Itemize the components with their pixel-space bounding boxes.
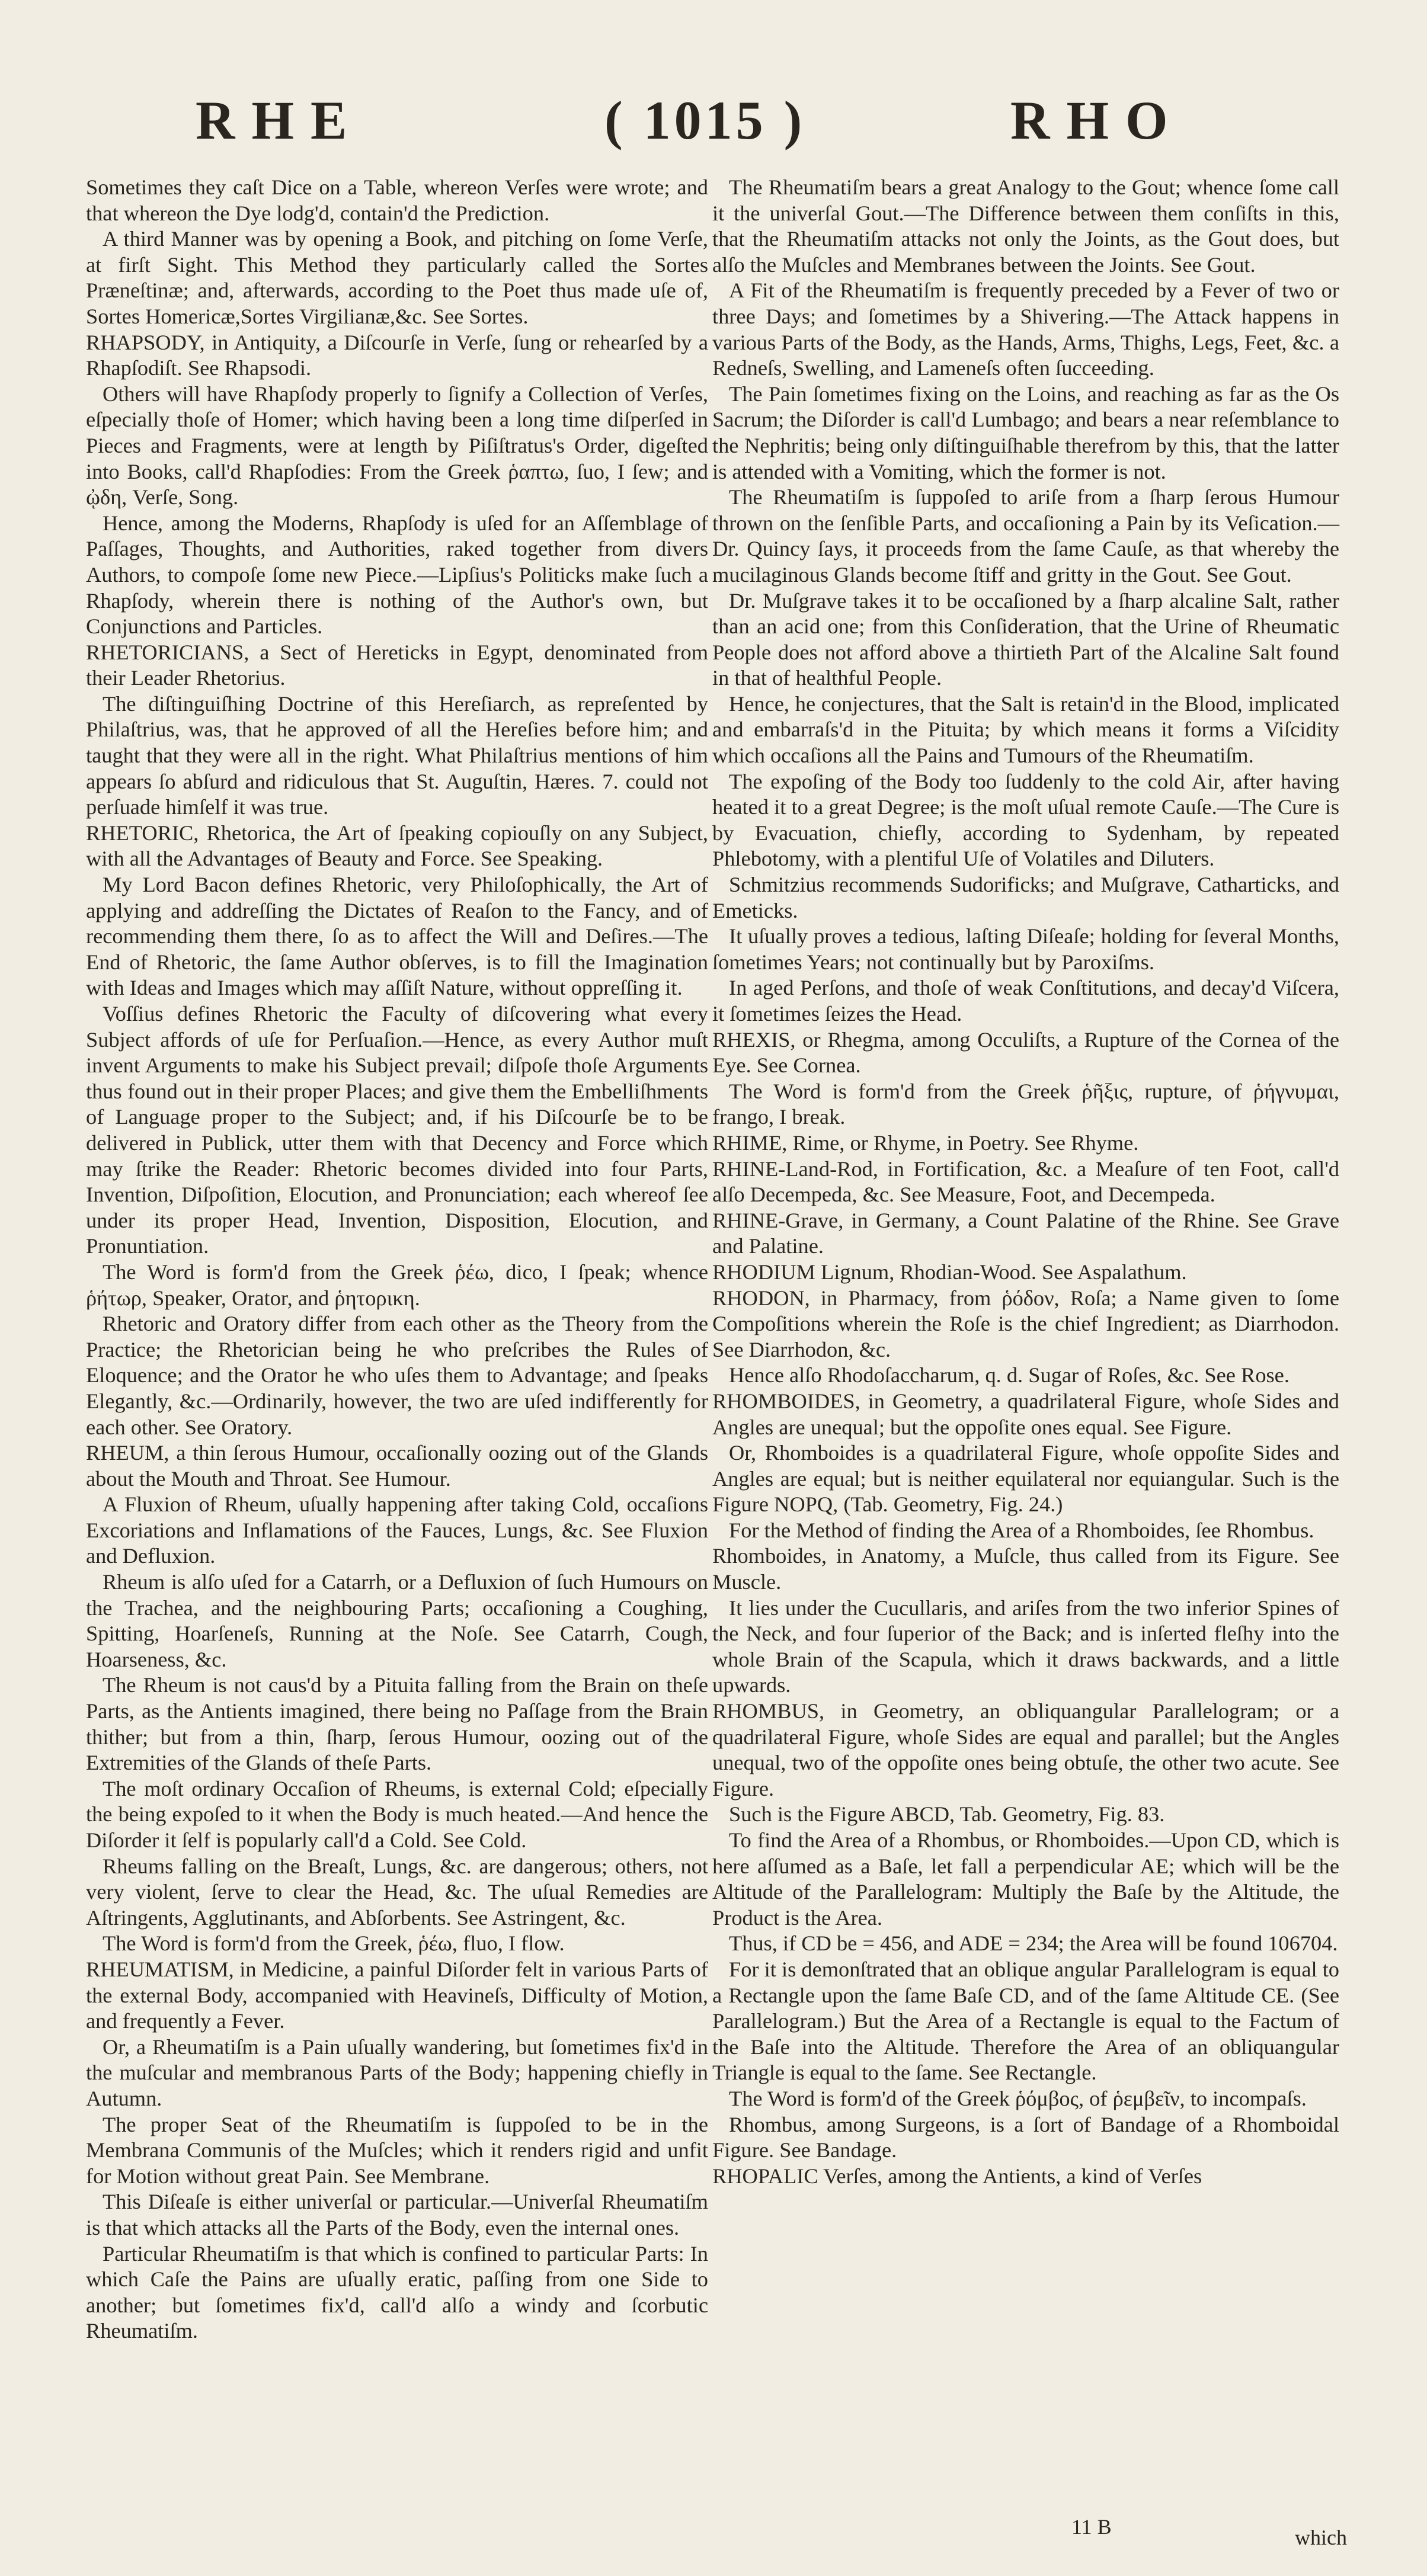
paragraph: The proper Seat of the Rheumatiſm is ſuppoſed to be in the Membrana Communis of the Muſcles; which it renders rigid and unfit for Motion without great Pain. See Membrane. xyxy=(86,2112,708,2188)
running-head-left: RHE xyxy=(196,90,364,150)
paragraph: The Word is form'd from the Greek ῥέω, dico, I ſpeak; whence ῥήτωρ, Speaker, Orator, and ῥητορικη. xyxy=(86,1260,708,1310)
paragraph: A Fit of the Rheumatiſm is frequently preceded by a Fever of two or three Days; and ſometimes by a Shivering.—The Attack happens in various Parts of the Body, as the Hands, Arms, Thighs, Legs, Feet, &c. a Redneſs, Swelling, and Lameneſs often ſucceeding. xyxy=(712,278,1339,380)
paragraph: It uſually proves a tedious, laſting Diſeaſe; holding for ſeveral Months, ſometimes Years; not continually but by Paroxiſms. xyxy=(712,924,1339,974)
paragraph: Thus, if CD be = 456, and ADE = 234; the Area will be found 106704. xyxy=(729,1931,1338,1956)
paragraph: Such is the Figure ABCD, Tab. Geometry, Fig. 83. xyxy=(729,1802,1165,1827)
entry-rhime: RHIME, Rime, or Rhyme, in Poetry. See Rhyme. xyxy=(712,1130,1139,1155)
paragraph: The Rheumatiſm is ſuppoſed to ariſe from a ſharp ſerous Humour thrown on the ſenſible Parts, and occaſioning a Pain by its Veſication.—Dr. Quincy ſays, it proceeds from the ſame Cauſe, as that whereby the mucilaginous Glands become ſtiff and gritty in the Gout. See Gout. xyxy=(712,485,1339,587)
paragraph: The moſt ordinary Occaſion of Rheums, is external Cold; eſpecially the being expoſed to it when the Body is much heated.—And hence the Diſorder it ſelf is popularly call'd a Cold. See Cold. xyxy=(86,1776,708,1852)
paragraph: To find the Area of a Rhombus, or Rhomboides.—Upon CD, which is here aſſumed as a Baſe, let fall a perpendicular AE; which will be the Altitude of the Parallelogram: Multiply the Baſe by the Altitude, the Product is the Area. xyxy=(712,1828,1339,1930)
paragraph: For it is demonſtrated that an oblique angular Parallelogram is equal to a Rectangle upon the ſame Baſe CD, and of the ſame Altitude CE. (See Parallelogram.) But the Area of a Rectangle is equal to the Factum of the Baſe into the Altitude. Therefore the Area of an obliquangular Triangle is equal to the ſame. See Rectangle. xyxy=(712,1957,1339,2085)
paragraph: Or, a Rheumatiſm is a Pain uſually wandering, but ſometimes fix'd in the muſcular and membranous Parts of the Body; happening chiefly in Autumn. xyxy=(86,2034,708,2110)
paragraph: Hence, among the Moderns, Rhapſody is uſed for an Aſſemblage of Paſſages, Thoughts, and Authorities, raked together from divers Authors, to compoſe ſome new Piece.—Lipſius's Politicks make ſuch a Rhapſody, wherein there is nothing of the Author's own, but Conjunctions and Particles. xyxy=(86,511,708,639)
paragraph: The Rheumatiſm bears a great Analogy to the Gout; whence ſome call it the univerſal Gout.—The Difference between them conſiſts in this, that the Rheumatiſm attacks not only the Joints, as the Gout does, but alſo the Muſcles and Membranes between the Joints. See Gout. xyxy=(712,175,1339,277)
paragraph: Voſſius defines Rhetoric the Faculty of diſcovering what every Subject affords of uſe for Perſuaſion.—Hence, as every Author muſt invent Arguments to make his Subject prevail; diſpoſe thoſe Arguments thus found out in their proper Places; and give them the Embelliſhments of Language proper to the Subject; and, if his Diſcourſe be to be delivered in Publick, utter them with that Decency and Force which may ſtrike the Reader: Rhetoric becomes divided into four Parts, Invention, Diſpoſition, Elocution, and Pronunciation; each whereof ſee under its proper Head, Invention, Disposition, Elocution, and Pronuntiation. xyxy=(86,1002,708,1258)
entry-rhexis: RHEXIS, or Rhegma, among Occuliſts, a Rupture of the Cornea of the Eye. See Cornea. xyxy=(712,1027,1339,1078)
paragraph: For the Method of finding the Area of a Rhomboides, ſee Rhombus. xyxy=(729,1518,1314,1542)
entry-rheum: RHEUM, a thin ſerous Humour, occaſionally oozing out of the Glands about the Mouth and Throat. See Humour. xyxy=(86,1441,708,1491)
entry-rhine-land-rod: RHINE-Land-Rod, in Fortification, &c. a Meaſure of ten Foot, call'd alſo Decempeda, &c. See Measure, Foot, and Decempeda. xyxy=(712,1156,1339,1207)
left-column xyxy=(86,175,708,2344)
paragraph: The Pain ſometimes fixing on the Loins, and reaching as far as the Os Sacrum; the Diſorder is call'd Lumbago; and bears a near reſemblance to the Nephritis; being only diſtinguiſhable therefrom by this, that the latter is attended with a Vomiting, which the former is not. xyxy=(712,382,1339,483)
paragraph: Or, Rhomboides is a quadrilateral Figure, whoſe oppoſite Sides and Angles are equal; but is neither equilateral nor equiangular. Such is the Figure NOPQ, (Tab. Geometry, Fig. 24.) xyxy=(712,1441,1339,1517)
paragraph: My Lord Bacon defines Rhetoric, very Philoſophically, the Art of applying and addreſſing the Dictates of Reaſon to the Fancy, and of recommending them there, ſo as to affect the Will and Deſires.—The End of Rhetoric, the ſame Author obſerves, is to fill the Imagination with Ideas and Images which may aſſiſt Nature, without oppreſſing it. xyxy=(86,873,708,1000)
paragraph: Rheum is alſo uſed for a Catarrh, or a Defluxion of ſuch Humours on the Trachea, and the neighbouring Parts; occaſioning a Coughing, Spitting, Hoarſeneſs, Running at the Noſe. See Catarrh, Cough, Hoarseness, &c. xyxy=(86,1570,708,1671)
paragraph: Particular Rheumatiſm is that which is confined to particular Parts: In which Caſe the Pains are uſually eratic, paſſing from one Side to another; but ſometimes fix'd, call'd alſo a windy and ſcorbutic Rheumatiſm. xyxy=(86,2241,708,2343)
paragraph: The Word is form'd from the Greek, ῥέω, fluo, I flow. xyxy=(103,1931,565,1956)
paragraph: In aged Perſons, and thoſe of weak Conſtitutions, and decay'd Viſcera, it ſometimes ſeizes the Head. xyxy=(712,976,1339,1026)
page-number: ( 1015 ) xyxy=(604,90,806,150)
paragraph: Sometimes they caſt Dice on a Table, whereon Verſes were wrote; and that whereon the Dye lodg'd, contain'd the Prediction. xyxy=(86,175,708,225)
entry-rhomboides-anatomy: Rhomboides, in Anatomy, a Muſcle, thus called from its Figure. See Muscle. xyxy=(712,1544,1339,1594)
running-head-right: RHO xyxy=(1010,90,1185,150)
entry-rhapsody: RHAPSODY, in Antiquity, a Diſcourſe in Verſe, ſung or rehearſed by a Rhapſodiſt. See Rhapsodi. xyxy=(86,330,708,380)
paragraph: This Diſeaſe is either univerſal or particular.—Univerſal Rheumatiſm is that which attacks all the Parts of the Body, even the internal ones. xyxy=(86,2190,708,2239)
entry-rhodon: RHODON, in Pharmacy, from ῥόδον, Roſa; a Name given to ſome Compoſitions wherein the Roſe is the chief Ingredient; as Diarrhodon. See Diarrhodon, &c. xyxy=(712,1286,1339,1361)
paragraph: Rhombus, among Surgeons, is a ſort of Bandage of a Rhomboidal Figure. See Bandage. xyxy=(712,2112,1339,2162)
entry-rheumatism: RHEUMATISM, in Medicine, a painful Diſorder felt in various Parts of the external Body, accompanied with Heavineſs, Difficulty of Motion, and frequently a Fever. xyxy=(86,1957,708,2033)
paragraph: Hence alſo Rhodoſaccharum, q. d. Sugar of Roſes, &c. See Rose. xyxy=(729,1363,1290,1388)
right-column xyxy=(712,175,1339,2189)
paragraph: Dr. Muſgrave takes it to be occaſioned by a ſharp alcaline Salt, rather than an acid one; from this Conſideration, that the Urine of Rheumatic People does not afford above a thirtieth Part of the Alcaline Salt found in that of healthful People. xyxy=(712,588,1339,690)
paragraph: Rheums falling on the Breaſt, Lungs, &c. are dangerous; others, not very violent, ſerve to clear the Head, &c. The uſual Remedies are Aſtringents, Agglutinants, and Abſorbents. See Astringent, &c. xyxy=(86,1854,708,1930)
entry-rhine-grave: RHINE-Grave, in Germany, a Count Palatine of the Rhine. See Grave and Palatine. xyxy=(712,1208,1339,1258)
paragraph: The Word is form'd from the Greek ῥῆξις, rupture, of ῥήγνυμαι, frango, I break. xyxy=(712,1079,1339,1129)
entry-rhombus: RHOMBUS, in Geometry, an obliquangular Parallelogram; or a quadrilateral Figure, whoſe Sides are equal and parallel; but the Angles unequal, two of the oppoſite ones being obtuſe, the other two acute. See Figure. xyxy=(712,1699,1339,1800)
paragraph: Hence, he conjectures, that the Salt is retain'd in the Blood, implicated and embarraſs'd in the Pituita; by which means it forms a Viſcidity which occaſions all the Pains and Tumours of the Rheumatiſm. xyxy=(712,691,1339,768)
paragraph: A Fluxion of Rheum, uſually happening after taking Cold, occaſions Excoriations and Inflamations of the Fauces, Lungs, &c. See Fluxion and Defluxion. xyxy=(86,1492,708,1568)
catchword: which xyxy=(1295,2526,1347,2549)
entry-rhetoricians: RHETORICIANS, a Sect of Hereticks in Egypt, denominated from their Leader Rhetorius. xyxy=(86,640,708,690)
paragraph: Others will have Rhapſody properly to ſignify a Collection of Verſes, eſpecially thoſe of Homer; which having been a long time diſperſed in Pieces and Fragments, were at length by Piſiſtratus's Order, digeſted into Books, call'd Rhapſodies: From the Greek ῥαπτω, ſuo, I ſew; and ᾠδη, Verſe, Song. xyxy=(86,382,708,510)
paragraph: Rhetoric and Oratory differ from each other as the Theory from the Practice; the Rhetorician being he who preſcribes the Rules of Eloquence; and the Orator he who uſes them to Advantage; and ſpeaks Elegantly, &c.—Ordinarily, however, the two are uſed indifferently for each other. See Oratory. xyxy=(86,1312,708,1439)
paragraph: It lies under the Cucullaris, and ariſes from the two inferior Spines of the Neck, and four ſuperior of the Back; and is inſerted fleſhy into the whole Brain of the Scapula, which it draws backwards, and a little upwards. xyxy=(712,1595,1339,1697)
paragraph: The diſtinguiſhing Doctrine of this Hereſiarch, as repreſented by Philaſtrius, was, that he approved of all the Hereſies before him; and taught that they were all in the right. What Philaſtrius mentions of him appears ſo abſurd and ridiculous that St. Auguſtin, Hæres. 7. could not perſuade himſelf it was true. xyxy=(86,691,708,819)
paragraph: The Word is form'd of the Greek ῥόμβος, of ῥεμβεῖν, to incompaſs. xyxy=(729,2086,1307,2110)
entry-rhopalic: RHOPALIC Verſes, among the Antients, a kind of Verſes xyxy=(712,2164,1202,2188)
paragraph: A third Manner was by opening a Book, and pitching on ſome Verſe, at firſt Sight. This Method they particularly called the Sortes Præneſtinæ; and, afterwards, according to the Poet thus made uſe of, Sortes Homericæ,Sortes Virgilianæ,&c. See Sortes. xyxy=(86,227,708,328)
paragraph: The Rheum is not caus'd by a Pituita falling from the Brain on theſe Parts, as the Antients imagined, there being no Paſſage from the Brain thither; but from a thin, ſharp, ſerous Humour, oozing out of the Extremities of the Glands of theſe Parts. xyxy=(86,1673,708,1775)
entry-rhetoric: RHETORIC, Rhetorica, the Art of ſpeaking copiouſly on any Subject, with all the Advantages of Beauty and Force. See Speaking. xyxy=(86,821,708,871)
signature-mark: 11 B xyxy=(1071,2515,1112,2539)
entry-rhomboides: RHOMBOIDES, in Geometry, a quadrilateral Figure, whoſe Sides and Angles are unequal; but the oppoſite ones equal. See Figure. xyxy=(712,1389,1339,1439)
paragraph: Schmitzius recommends Sudorificks; and Muſgrave, Catharticks, and Emeticks. xyxy=(712,873,1339,922)
entry-rhodium: RHODIUM Lignum, Rhodian-Wood. See Aspalathum. xyxy=(712,1260,1187,1284)
paragraph: The expoſing of the Body too ſuddenly to the cold Air, after having heated it to a great Degree; is the moſt uſual remote Cauſe.—The Cure is by Evacuation, chiefly, according to Sydenham, by repeated Phlebotomy, with a plentiful Uſe of Volatiles and Diluters. xyxy=(712,769,1339,871)
